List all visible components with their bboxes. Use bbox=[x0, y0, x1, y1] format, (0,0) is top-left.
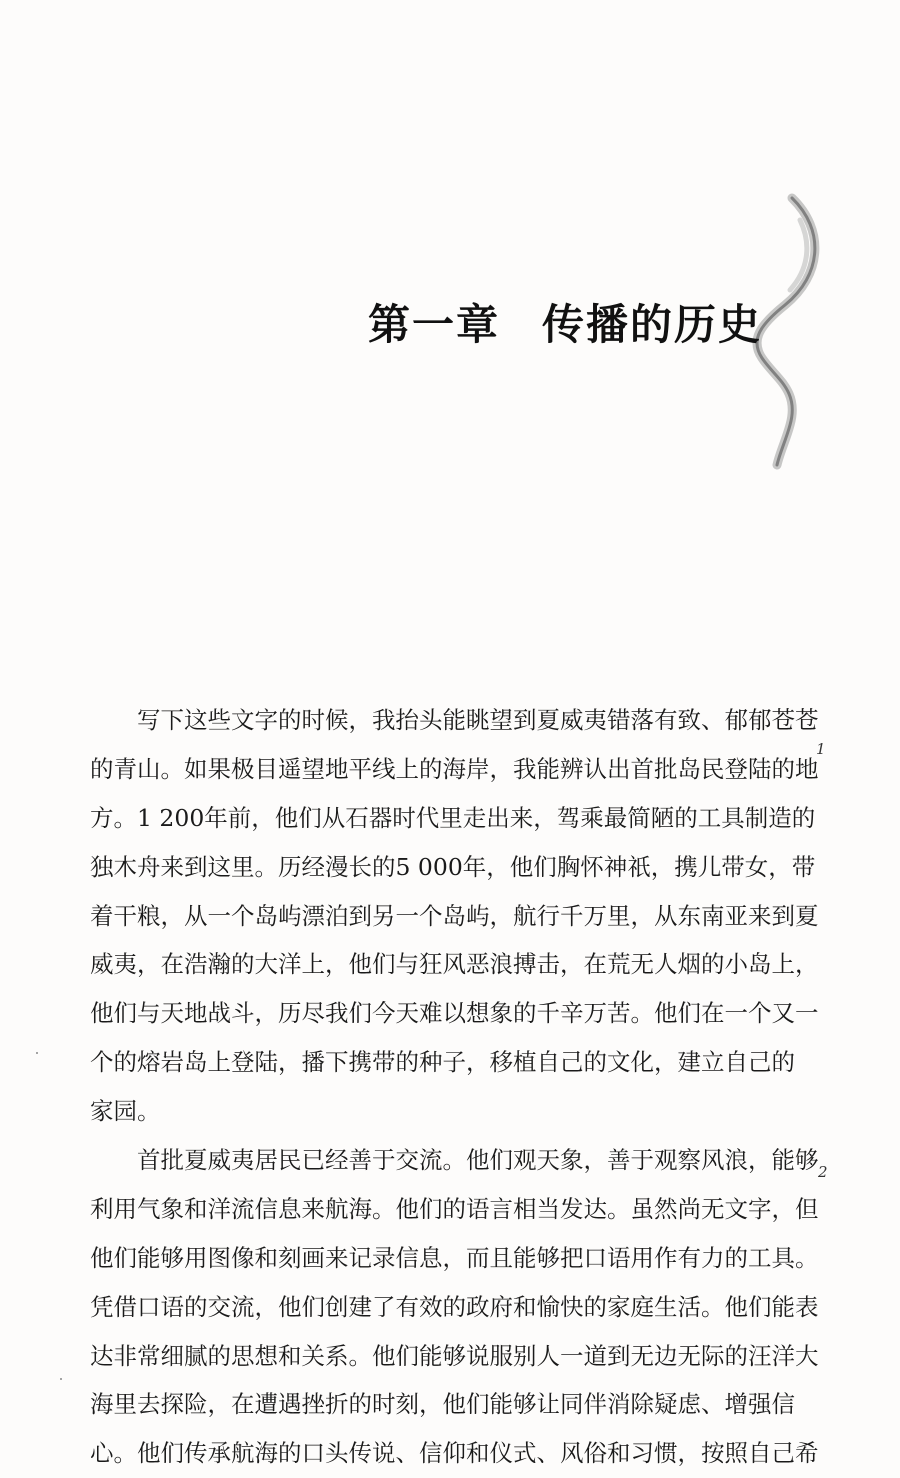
text-line: 独木舟来到这里。历经漫长的5 000年，他们胸怀神祇，携儿带女，带 bbox=[90, 852, 816, 881]
text-line: 威夷，在浩瀚的大洋上，他们与狂风恶浪搏击，在荒无人烟的小岛上， bbox=[90, 950, 819, 979]
text-line: 他们与天地战斗，历尽我们今天难以想象的千辛万苦。他们在一个又一 bbox=[90, 999, 819, 1028]
text-line: 写下这些文字的时候，我抬头能眺望到夏威夷错落有致、郁郁苍苍 bbox=[90, 706, 819, 734]
print-speck bbox=[60, 1378, 62, 1380]
text-line: 方。1 200年前，他们从石器时代里走出来，驾乘最简陋的工具制造的 bbox=[90, 803, 816, 832]
text-line: 海里去探险，在遭遇挫折的时刻，他们能够让同伴消除疑虑、增强信 bbox=[90, 1390, 795, 1419]
print-speck bbox=[36, 1052, 38, 1054]
margin-note-2: 2 bbox=[818, 1163, 828, 1181]
chapter-number: 第一章 bbox=[368, 300, 501, 349]
text-line: 利用气象和洋流信息来航海。他们的语言相当发达。虽然尚无文字，但 bbox=[90, 1194, 819, 1223]
text-line: 首批夏威夷居民已经善于交流。他们观天象，善于观察风浪，能够 bbox=[90, 1146, 819, 1175]
text-line: 家园。 bbox=[90, 1097, 161, 1126]
text-line: 达非常细腻的思想和关系。他们能够说服别人一道到无边无际的汪洋大 bbox=[90, 1341, 819, 1370]
chapter-title: 传播的历史 bbox=[542, 300, 763, 349]
chapter-heading bbox=[368, 292, 762, 352]
text-line: 的青山。如果极目遥望地平线上的海岸，我能辨认出首批岛民登陆的地 bbox=[90, 754, 819, 783]
body-text bbox=[90, 696, 819, 1478]
text-line: 个的熔岩岛上登陆，播下携带的种子，移植自己的文化，建立自己的 bbox=[90, 1048, 795, 1077]
margin-note-1: 1 bbox=[816, 740, 826, 758]
text-line: 他们能够用图像和刻画来记录信息，而且能够把口语用作有力的工具。 bbox=[90, 1243, 819, 1272]
text-line: 心。他们传承航海的口头传说、信仰和仪式、风俗和习惯，按照自己希 bbox=[90, 1439, 819, 1468]
text-line: 凭借口语的交流，他们创建了有效的政府和愉快的家庭生活。他们能表 bbox=[90, 1292, 819, 1321]
text-line: 着干粮，从一个岛屿漂泊到另一个岛屿，航行千万里，从东南亚来到夏 bbox=[90, 901, 819, 930]
